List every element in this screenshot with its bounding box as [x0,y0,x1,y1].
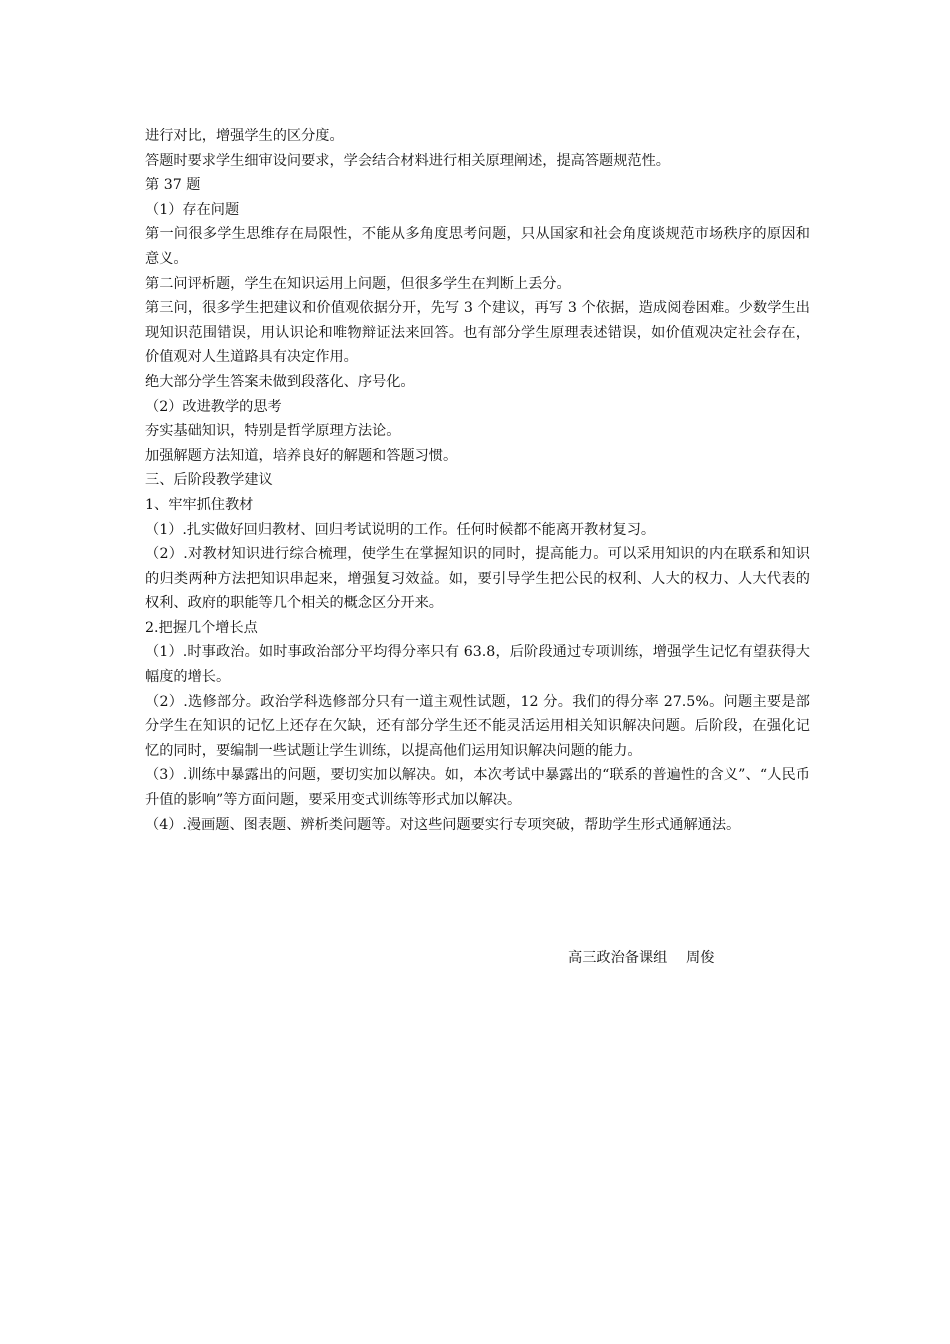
subsection-heading: （2）改进教学的思考 [145,398,282,415]
section-heading: 三、后阶段教学建议 [145,472,273,489]
document-body [145,124,810,837]
paragraph: 第一问很多学生思维存在局限性，不能从多角度思考问题，只从国家和社会角度谈规范市场秩序的原因和意义。 [145,226,810,267]
subsection-heading: 2.把握几个增长点 [145,619,258,636]
subsection-heading: 1、牢牢抓住教材 [145,496,254,513]
paragraph: 夯实基础知识，特别是哲学原理方法论。 [145,423,401,440]
paragraph: （1）.扎实做好回归教材、回归考试说明的工作。任何时候都不能离开教材复习。 [145,521,656,538]
paragraph: （3）.训练中暴露出的问题，要切实加以解决。如，本次考试中暴露出的“联系的普遍性的含义”、“人民币升值的影响”等方面问题，要采用变式训练等形式加以解决。 [145,767,810,809]
paragraph: 第二问评析题，学生在知识运用上问题，但很多学生在判断上丢分。 [145,275,571,292]
paragraph: （4）.漫画题、图表题、辨析类问题等。对这些问题要实行专项突破，帮助学生形式通解通法。 [145,816,741,833]
paragraph: 答题时要求学生细审设问要求，学会结合材料进行相关原理阐述，提高答题规范性。 [145,152,670,169]
paragraph: 加强解题方法知道，培养良好的解题和答题习惯。 [145,447,458,464]
paragraph: 进行对比，增强学生的区分度。 [145,128,344,144]
paragraph: 第三问，很多学生把建议和价值观依据分开，先写 3 个建议，再写 3 个依据，造成阅卷困难。少数学生出现知识范围错误，用认识论和唯物辩证法来回答。也有部分学生原理表述错误，如价值观决定社会存在，价值观对人生道路具有决定作用。 [145,300,810,366]
paragraph: （2）.选修部分。政治学科选修部分只有一道主观性试题，12 分。我们的得分率 27.5%。问题主要是部分学生在知识的记忆上还存在欠缺，还有部分学生还不能灵活运用相关知识解决问题。后阶段，在强化记忆的同时，要编制一些试题让学生训练，以提高他们运用知识解决问题的能力。 [145,693,810,759]
section-heading: 第 37 题 [145,177,201,194]
paragraph: （1）.时事政治。如时事政治部分平均得分率只有 63.8，后阶段通过专项训练，增强学生记忆有望获得大幅度的增长。 [145,644,810,686]
paragraph: 绝大部分学生答案未做到段落化、序号化。 [145,373,415,390]
author-signature: 高三政治备课组 周俊 [568,950,715,966]
subsection-heading: （1）存在问题 [145,201,240,218]
paragraph: （2）.对教材知识进行综合梳理，使学生在掌握知识的同时，提高能力。可以采用知识的内在联系和知识的归类两种方法把知识串起来，增强复习效益。如，要引导学生把公民的权利、人大的权力、人大代表的权利、政府的职能等几个相关的概念区分开来。 [145,546,810,612]
